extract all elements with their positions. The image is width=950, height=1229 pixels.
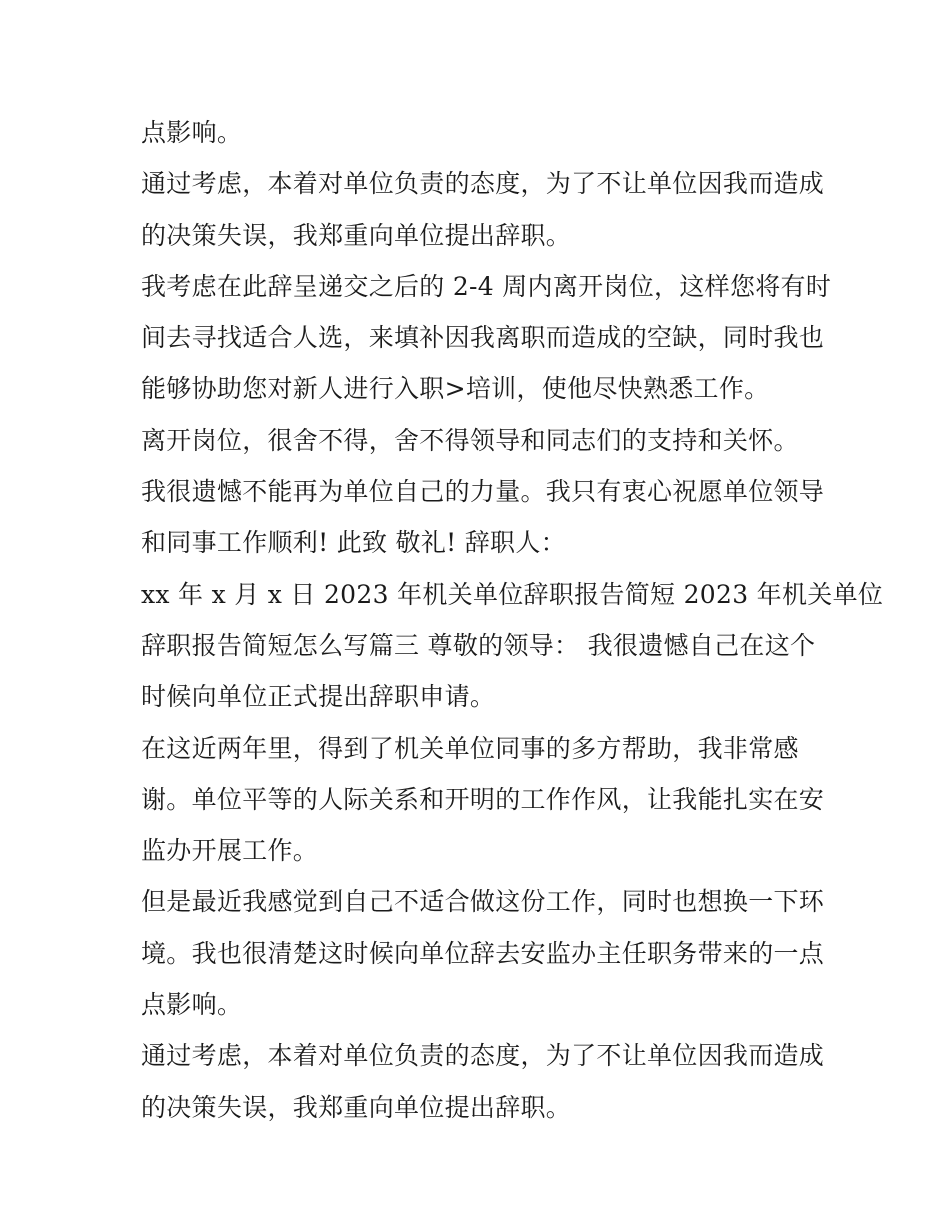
text-line: 的决策失误，我郑重向单位提出辞职。 [141, 220, 572, 250]
text-line: 点影响。 [141, 118, 243, 147]
text-line: 我很遗憾不能再为单位自己的力量。我只有衷心祝愿单位领导 [141, 477, 825, 507]
text-line: 辞职报告简短怎么写篇三 尊敬的领导： 我很遗憾自己在这个 [141, 630, 816, 660]
text-line: xx 年 x 月 x 日 2023 年机关单位辞职报告简短 2023 年机关单位 [141, 579, 884, 609]
text-line: 和同事工作顺利! 此致 敬礼! 辞职人： [141, 528, 566, 558]
text-line: 点影响。 [141, 990, 243, 1020]
text-line: 我考虑在此辞呈递交之后的 2-4 周内离开岗位，这样您将有时 [141, 271, 832, 301]
text-line: 通过考虑，本着对单位负责的态度，为了不让单位因我而造成 [141, 1041, 825, 1071]
text-line: 时候向单位正式提出辞职申请。 [141, 682, 496, 712]
text-line: 但是最近我感觉到自己不适合做这份工作，同时也想换一下环 [141, 887, 825, 917]
text-line: 谢。单位平等的人际关系和开明的工作作风，让我能扎实在安 [141, 784, 825, 814]
text-line: 的决策失误，我郑重向单位提出辞职。 [141, 1092, 572, 1122]
text-line: 通过考虑，本着对单位负责的态度，为了不让单位因我而造成 [141, 169, 825, 199]
text-line: 监办开展工作。 [141, 836, 319, 866]
text-line: 境。我也很清楚这时候向单位辞去安监办主任职务带来的一点 [141, 938, 825, 968]
text-line: 在这近两年里，得到了机关单位同事的多方帮助，我非常感 [141, 733, 799, 763]
text-line: 离开岗位，很舍不得，舍不得领导和同志们的支持和关怀。 [141, 425, 799, 455]
text-line: 间去寻找适合人选，来填补因我离职而造成的空缺，同时我也 [141, 323, 825, 353]
document-body [141, 107, 884, 1133]
text-line: 能够协助您对新人进行入职>培训，使他尽快熟悉工作。 [141, 374, 770, 404]
